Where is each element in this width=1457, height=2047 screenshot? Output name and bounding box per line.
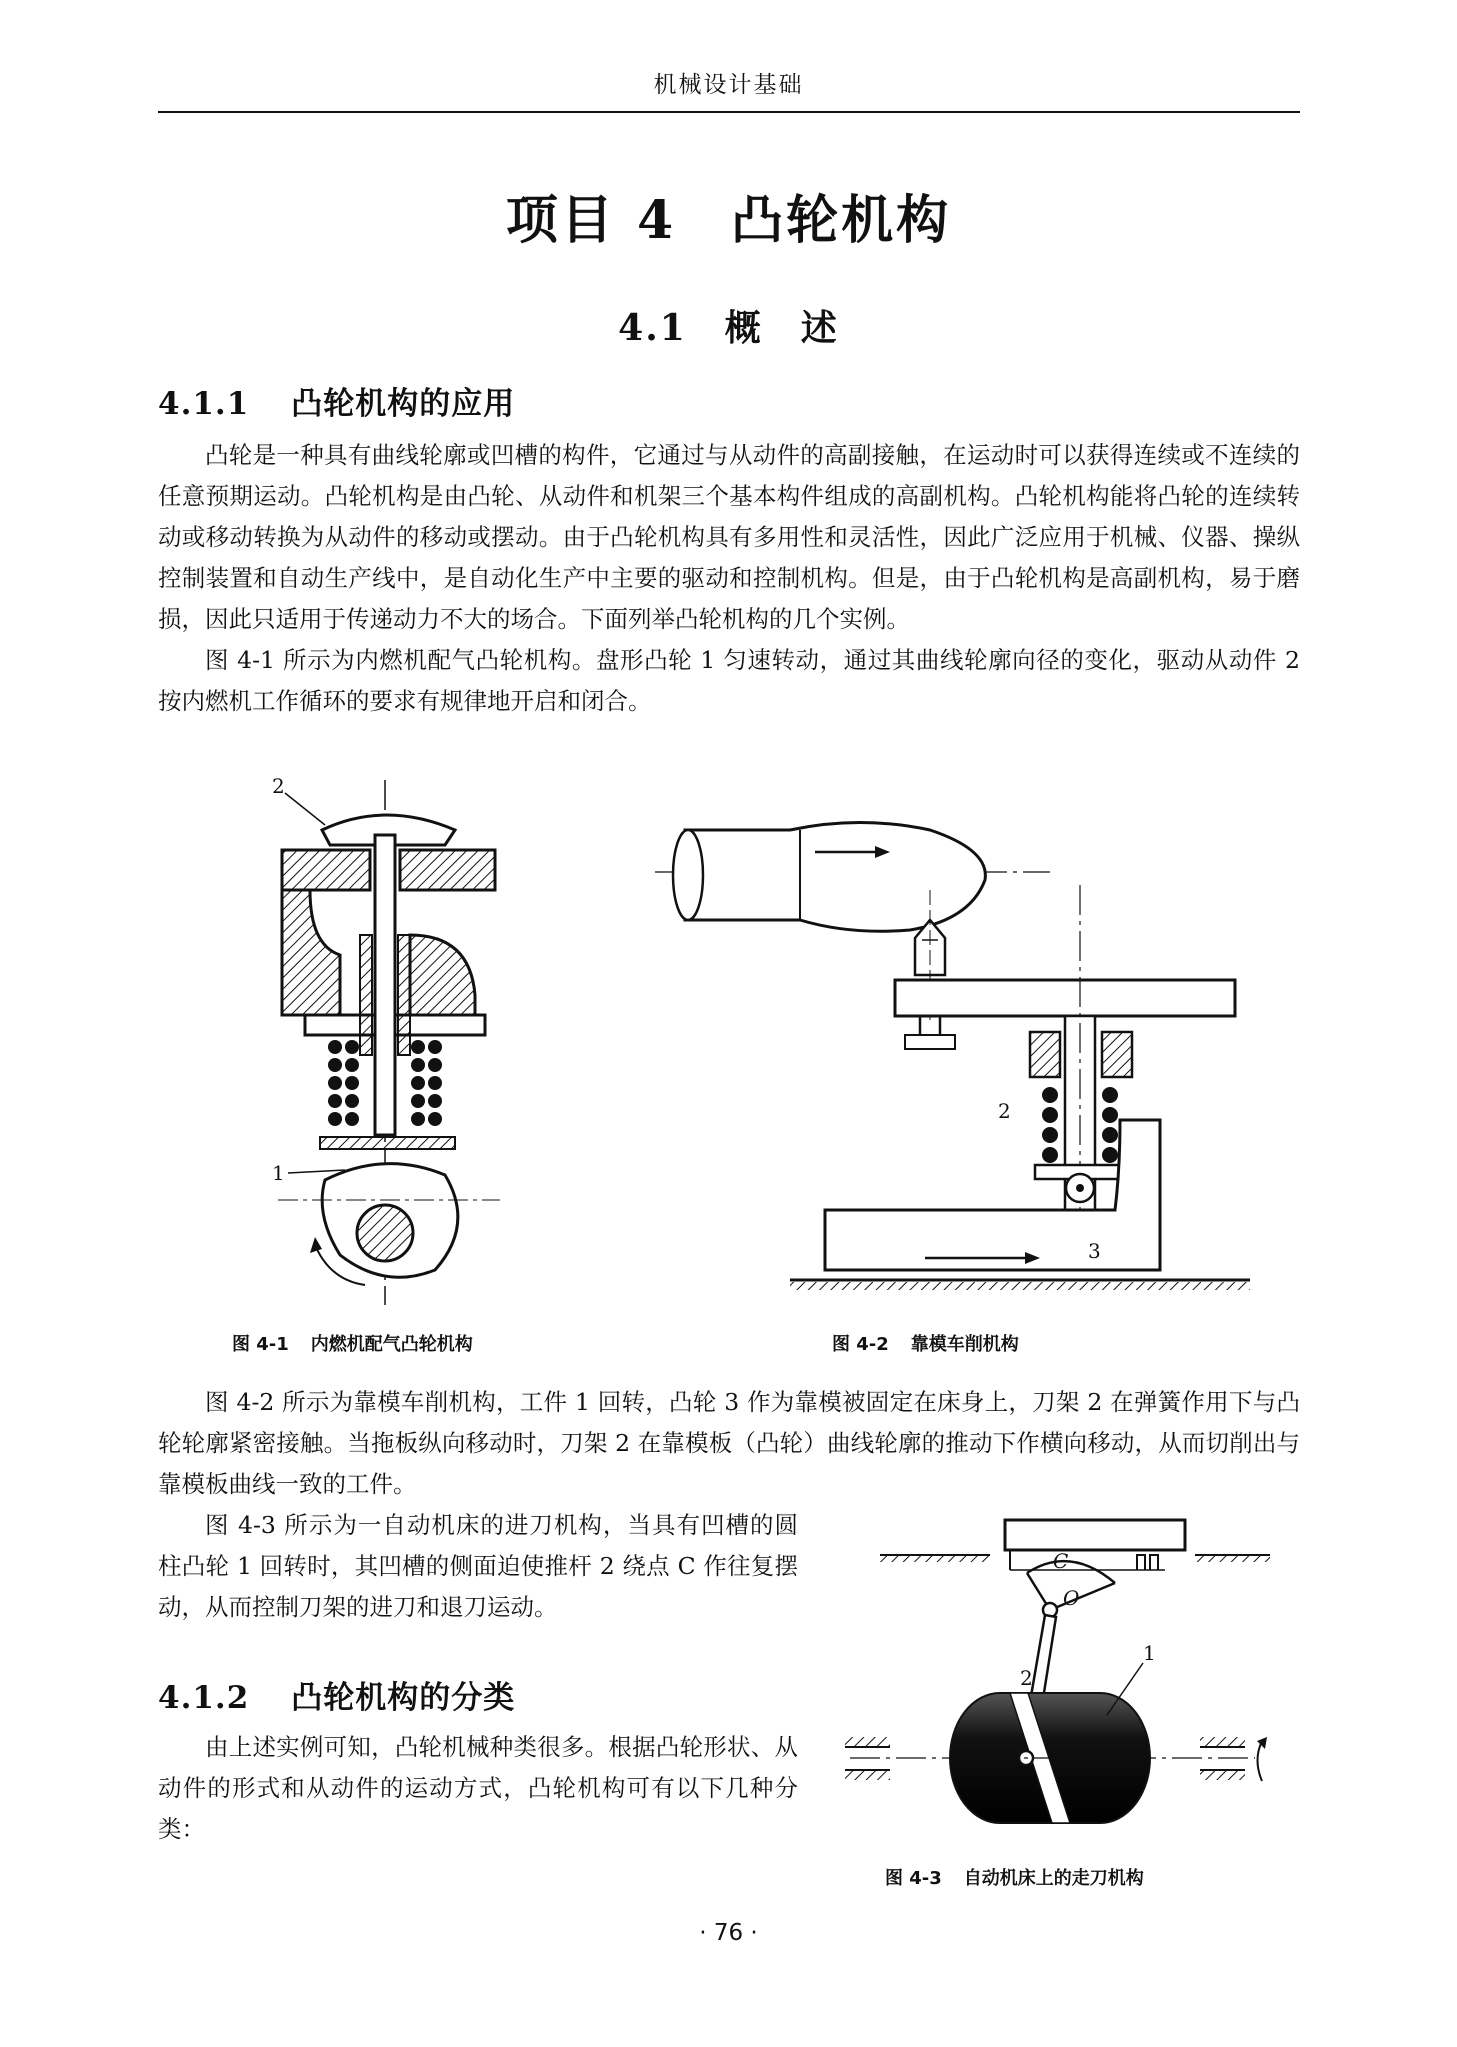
paragraph-classification-block [158, 1727, 798, 1850]
paragraph-fig4-2: 图 4-2 所示为靠模车削机构，工件 1 回转，凸轮 3 作为靠模被固定在床身上，刀架 2 在弹簧作用下与凸轮轮廓紧密接触。当拖板纵向移动时，刀架 2 在靠模板（凸轮）曲线轮廓的推动下作横向移动，从而切削出与靠模板曲线一致的工件。 [158, 1388, 1300, 1498]
paragraph-fig4-3-block [158, 1505, 798, 1628]
fig3-label-1: 1 [1143, 1641, 1156, 1665]
subsection-title: 凸轮机构的分类 [291, 1680, 516, 1716]
paragraph-fig4-2-block [158, 1382, 1300, 1505]
header-rule [158, 111, 1300, 113]
figure-4-2-caption [832, 1330, 1019, 1356]
paragraph-fig4-3: 图 4-3 所示为一自动机床的进刀机构，当具有凹槽的圆柱凸轮 1 回转时，其凹槽的侧面迫使推杆 2 绕点 C 作往复摆动，从而控制刀架的进刀和退刀运动。 [158, 1511, 798, 1621]
fig1-label-1: 1 [272, 1161, 285, 1185]
figure-4-1-number: 图 4-1 [232, 1334, 289, 1355]
subsection-heading-4-1-1 [158, 378, 515, 423]
figure-4-2-number: 图 4-2 [832, 1334, 889, 1355]
fig2-label-3: 3 [1088, 1239, 1101, 1263]
fig3-label-C: C [1053, 1549, 1069, 1573]
figure-4-3-feed-mechanism [825, 1515, 1275, 1850]
paragraph-fig4-1: 图 4-1 所示为内燃机配气凸轮机构。盘形凸轮 1 匀速转动，通过其曲线轮廓向径的变化，驱动从动件 2 按内燃机工作循环的要求有规律地开启和闭合。 [158, 646, 1300, 715]
section-title: 4.1 概 述 [618, 307, 839, 349]
subsection-heading-4-1-2 [158, 1672, 515, 1717]
figure-4-3-title: 自动机床上的走刀机构 [963, 1868, 1144, 1889]
paragraph-cam-intro: 凸轮是一种具有曲线轮廓或凹槽的构件，它通过与从动件的高副接触，在运动时可以获得连续或不连续的任意预期运动。凸轮机构是由凸轮、从动件和机架三个基本构件组成的高副机构。凸轮机构能将凸轮的连续转动或移动转换为从动件的移动或摆动。由于凸轮机构具有多用性和灵活性，因此广泛应用于机械、仪器、操纵控制装置和自动生产线中，是自动化生产中主要的驱动和控制机构。但是，由于凸轮机构是高副机构，易于磨损，因此只适用于传递动力不大的场合。下面列举凸轮机构的几个实例。 [158, 441, 1300, 633]
page-number: · 76 · [699, 1920, 758, 1946]
fig3-label-O: O [1063, 1586, 1080, 1610]
subsection-title: 凸轮机构的应用 [291, 386, 516, 422]
figure-4-3-number: 图 4-3 [885, 1868, 942, 1889]
figure-4-3-caption [885, 1864, 1144, 1890]
figure-4-2-copy-turning [640, 790, 1260, 1315]
figure-4-1-caption [232, 1330, 473, 1356]
figure-4-1-title: 内燃机配气凸轮机构 [310, 1334, 473, 1355]
paragraph-classification: 由上述实例可知，凸轮机械种类很多。根据凸轮形状、从动件的形式和从动件的运动方式，凸轮机构可有以下几种分类： [158, 1733, 798, 1843]
intro-paragraphs [158, 435, 1300, 722]
fig2-label-2: 2 [998, 1099, 1011, 1123]
figure-4-2-title: 靠模车削机构 [910, 1334, 1019, 1355]
subsection-number: 4.1.1 [158, 386, 250, 422]
subsection-number: 4.1.2 [158, 1680, 250, 1716]
figure-4-1-valve-cam [270, 775, 530, 1315]
fig1-label-2: 2 [272, 775, 285, 798]
fig3-label-2: 2 [1020, 1666, 1033, 1690]
project-title: 项目 4 凸轮机构 [505, 190, 952, 251]
running-header: 机械设计基础 [653, 72, 804, 98]
